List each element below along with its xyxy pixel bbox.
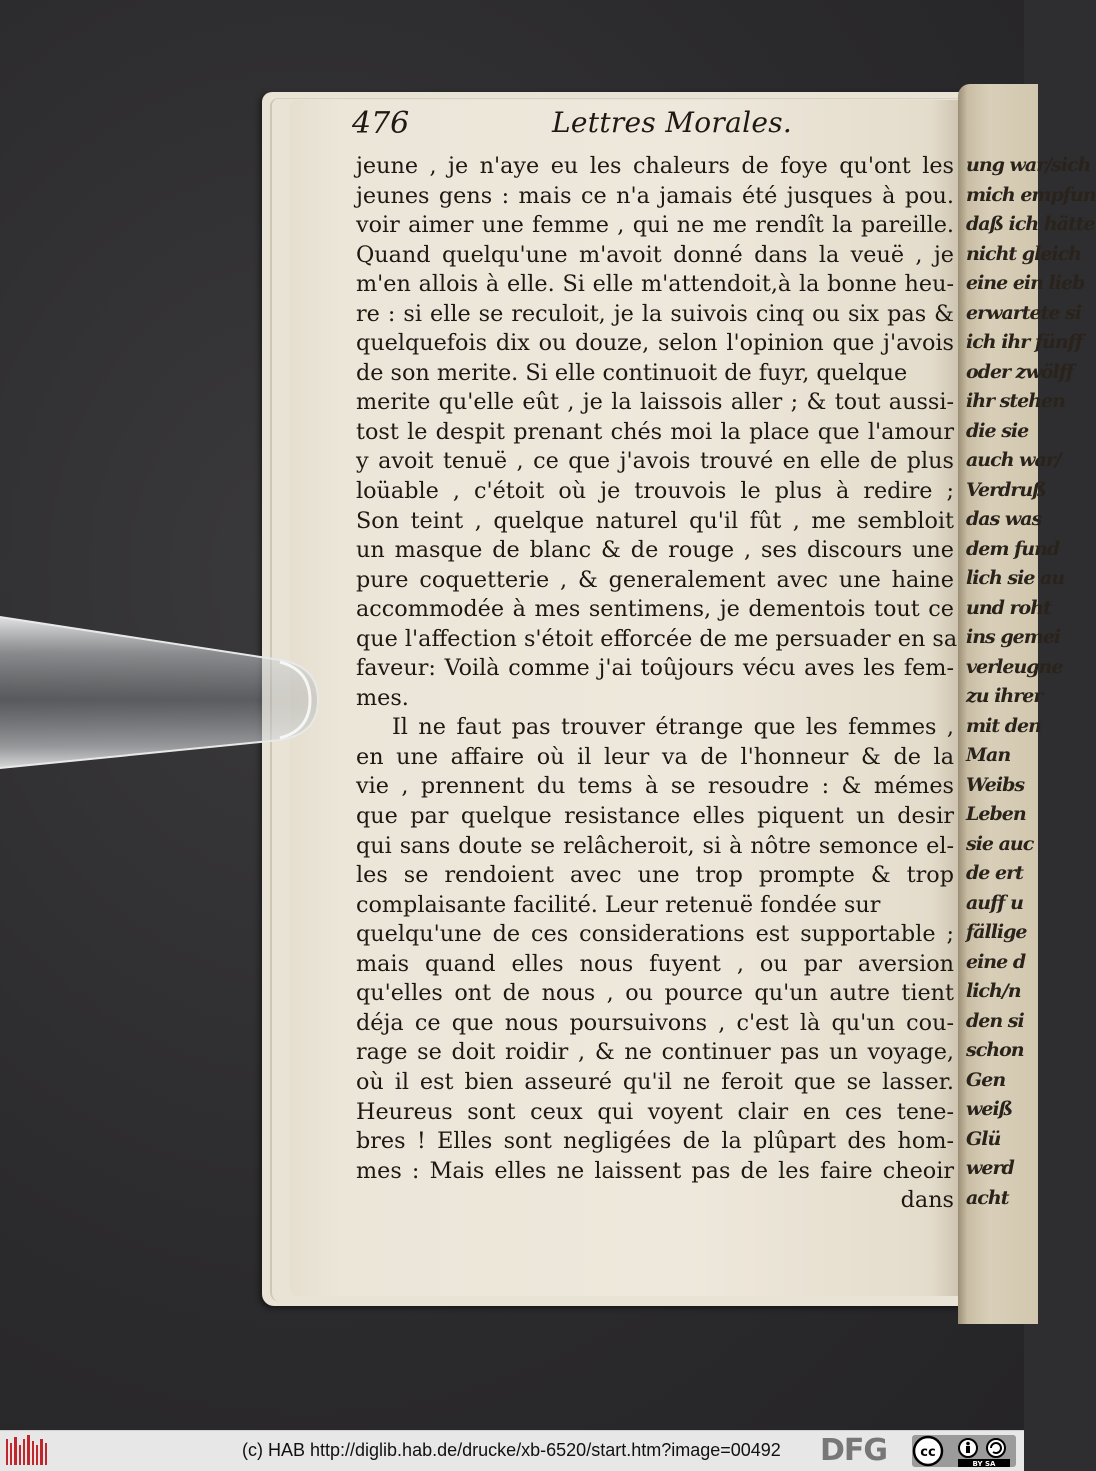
facing-page-text-fragment: Man [966,744,1011,766]
text-line: les se rendoient avec une trop prompte & trop [356,862,954,889]
text-line: mais quand elles nous fuyent , ou par aversion [356,950,954,977]
facing-page-text-fragment: weiß [966,1098,1013,1120]
text-line: tost le despit prenant chés moi la place que l'amour [356,418,954,445]
running-head: Lettres Morales. [552,106,793,139]
facing-page-text-fragment: nicht gleich [966,242,1081,265]
facing-page-text-fragment: eine ein lieb [966,272,1085,294]
facing-page-text-fragment: Glü [966,1127,1001,1150]
facing-page-text-fragment: dem fund [966,537,1060,560]
text-line: qu'elles ont de nous , ou pource qu'un autre tient [356,980,954,1007]
text-line: un masque de blanc & de rouge , ses discours une [356,537,954,564]
facing-page-text-fragment: mich empfun [966,183,1096,206]
text-line: rage se doit roidir , & ne continuer pas un voyage, [356,1039,954,1066]
facing-page-text-fragment: den si [966,1009,1024,1032]
text-line: de son merite. Si elle continuoit de fuyr, quelque [356,359,908,386]
text-line: faveur: Voilà comme j'ai toûjours vécu aves les fem- [356,655,954,682]
footer-bar [0,1430,1024,1471]
text-line: jeune , je n'aye eu les chaleurs de foye qu'ont les [356,153,954,179]
text-line: mes. [356,684,409,711]
facing-page-text-fragment: ich ihr fünff [966,331,1083,353]
facing-page-text-fragment: Gen [966,1068,1006,1091]
text-line: déja ce que nous poursuivons , c'est là qu'un cou- [356,1009,954,1036]
svg-text:cc: cc [920,1445,936,1460]
facing-page-text-fragment: erwartete si [966,301,1082,324]
hab-library-logo-icon [6,1435,48,1467]
text-line: mes : Mais elles ne laissent pas de les faire cheoir [356,1157,954,1184]
text-line: voir aimer une femme , qui ne me rendît la pareille. [356,212,954,239]
facing-page-text-fragment: die sie [966,419,1029,442]
facing-page-text-fragment: verleugne [966,655,1063,678]
text-line: complaisante facilité. Leur retenuë fondée sur [356,891,881,918]
facing-page-text-fragment: de ert [966,862,1023,884]
text-line: jeunes gens : mais ce n'a jamais été jusques à pou. [356,182,954,209]
glass-rod-page-holder [0,600,340,760]
text-line: pure coquetterie , & generalement avec une haine [356,566,954,593]
facing-page-text-fragment: ung war/sich [966,154,1091,176]
text-line: où il est bien asseuré qu'il ne feroit que se lasser. [356,1068,954,1095]
text-line: Son teint , quelque naturel qu'il fût , me sembloit [356,507,954,534]
text-line: accommodée à mes sentimens, je dementois tout ce [356,596,954,623]
facing-page-text-fragment: schon [966,1039,1024,1061]
facing-page-text-fragment: werd [966,1157,1014,1179]
text-line: loüable , c'étoit où je trouvois le plus à redire ; [356,478,954,505]
text-line: Quand quelqu'une m'avoit donné dans la veuë , je [356,241,954,268]
text-line: m'en allois à elle. Si elle m'attendoit,à la bonne heu- [356,271,954,298]
text-line: merite qu'elle eût , je la laissois aller ; & tout aussi- [356,389,954,416]
facing-page-text-fragment: das was [966,508,1042,530]
facing-page-text-fragment: lich/n [966,980,1021,1002]
facing-page-text-fragment: Leben [966,803,1026,825]
text-line: qui sans doute se relâcheroit, si à nôtre semonce el- [356,832,954,859]
facing-page-text-fragment: auff u [966,891,1023,914]
catchword: dans [900,1187,954,1214]
text-line: que l'affection s'étoit efforcée de me persuader en sa [356,625,958,652]
dfg-logo: DFG [820,1433,888,1468]
text-line: vie , prennent du tems à se resoudre : & mémes [356,773,954,800]
text-line: Heureus sont ceux qui voyent clair en ces tene- [356,1098,954,1125]
text-line: que par quelque resistance elles piquent un desir [356,803,954,830]
page-number: 476 [352,106,410,141]
facing-page-text-fragment: eine d [966,950,1026,973]
facing-page-text-fragment: Verdruß [966,478,1046,501]
facing-page-text-fragment: ins gemei [966,626,1061,648]
creative-commons-by-sa-icon [912,1435,1016,1467]
facing-page-text-fragment: sie auc [966,832,1034,855]
text-line: bres ! Elles sont negligées de la plûpart des hom- [356,1128,954,1155]
facing-page [958,84,1096,1324]
body-text [356,152,958,1216]
facing-page-text-fragment: lich sie au [966,567,1065,589]
facing-page-text-fragment: oder zwölff [966,360,1074,383]
text-line: Il ne faut pas trouver étrange que les femmes , [392,714,954,741]
facing-page-text-fragment: und roht [966,596,1051,619]
facing-page-text-fragment: auch war/ [966,449,1061,471]
facing-page-text-fragment: acht [966,1186,1009,1209]
text-line: quelqu'une de ces considerations est supportable ; [356,921,954,948]
facing-page-text-fragment: zu ihrer [966,685,1043,707]
text-line: re : si elle se reculoit, je la suivois cinq ou six pas & [356,300,954,327]
facing-page-text-fragment: ihr stehen [966,390,1065,412]
citation-text: (c) HAB http://diglib.hab.de/drucke/xb-6520/start.htm?image=00492 [242,1440,781,1460]
text-line: quelquefois dix ou douze, selon l'opinion que j'avois [356,330,954,357]
facing-page-text-fragment: daß ich hätte [966,213,1095,235]
facing-page-text-fragment: mit den [966,714,1041,737]
facing-page-text-fragment: Weibs [966,773,1025,796]
text-line: en une affaire où il leur va de l'honneur & de la [356,743,954,770]
facing-page-text-fragment: fällige [966,921,1027,943]
text-line: y avoit tenuë , ce que j'avois trouvé en elle de plus [356,448,954,475]
license-label: BY SA [972,1460,996,1468]
